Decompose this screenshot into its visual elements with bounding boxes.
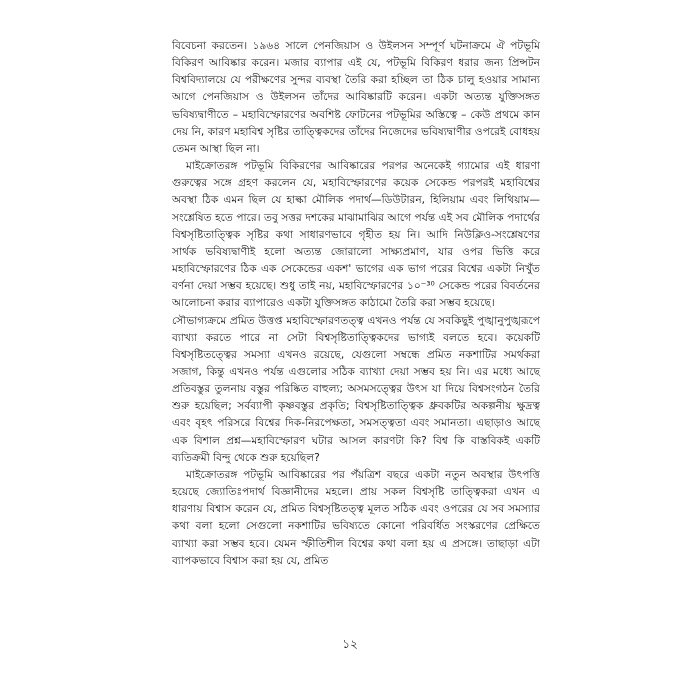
paragraph: বিবেচনা করতেন। ১৯৬৪ সালে পেনজিয়াস ও উইলসন সম্পূর্ণ ঘটনাক্রমে ঐ পটভূমি বিকিরণ আবিষ্কার করেন। মজার ব্যাপার এই যে, পটভূমি বিকিরণ ধরার জন্য প্রিন্সটন বিশ্ববিদ্যালয়ে যে পরীক্ষণের সুন্দর ব্যবস্থা তৈরি করা হচ্ছিল তা ঠিক চালু হওয়ার সামান্য আগে পেনজিয়াস ও উইলসন তাঁদের আবিষ্কারটি করেন। একটা অত্যন্ত যুক্তিসঙ্গত ভবিষ্যদ্বাণীতে – মহাবিস্ফোরণের অবশিষ্ট ফোটনের পটভূমির অস্তিত্বে – কেউ প্রথমে কান দেয় নি, কারণ মহাবিশ্ব সৃষ্টির তাত্ত্বিকদের তাঁদের নিজেদের ভবিষ্যদ্বাণীর ওপরেই বোধহয় তেমন আস্থা ছিল না।: [172, 40, 540, 155]
paragraph: মাইক্রোতরঙ্গ পটভূমি আবিষ্কারের পর পঁয়ত্রিশ বছরে একটা নতুন অবস্থার উৎপত্তি হয়েছে জ্যোতিঃপদার্থ বিজ্ঞানীদের মহলে। প্রায় সকল বিশ্বসৃষ্টি তাত্ত্বিকরা এখন এ ধারণায় বিশ্বাস করেন যে, প্রমিত বিশ্বসৃষ্টিতত্ত্ব মূলত সঠিক এবং ওপরের যে সব সমস্যার কথা বলা হলো সেগুলো নকশাটির ভবিষ্যতে কোনো পরিবর্ধিত সংস্করণের প্রেক্ষিতে ব্যাখ্যা করা সম্ভব হবে। যেমন স্ফীতিশীল বিশ্বের কথা বলা হয় এ প্রসঙ্গে। তাছাড়া এটা ব্যাপকভাবে বিশ্বাস করা হয় যে, প্রমিত: [172, 468, 540, 567]
page-number: ১২: [342, 637, 358, 651]
paragraph: সৌভাগ্যক্রমে প্রমিত উত্তপ্ত মহাবিস্ফোরণতত্ত্ব এখনও পর্যন্ত যে সবকিছুই পুঙ্খানুপুঙ্খরূপে ব্যাখ্যা করতে পারে না সেটা বিশ্বসৃষ্টিতাত্ত্বিকদের ভাগ্যই বলতে হবে। কয়েকটি বিশ্বসৃষ্টিতত্ত্বের সমস্যা এখনও রয়েছে, যেগুলো সম্বন্ধে প্রমিত নকশাটির সমর্থকরা সজাগ, কিন্তু এখনও পর্যন্ত এগুলোর সঠিক ব্যাখ্যা দেয়া সম্ভব হয় নি। এর মধ্যে আছে প্রতিবস্তুর তুলনায় বস্তুর পরিষ্কিত বাহুল্য; অসমসত্ত্বের উৎস যা দিয়ে বিশ্বসংগঠন তৈরি শুরু হয়েছিল; সর্বব্যাপী কৃষ্ণবস্তুর প্রকৃতি; বিশ্বসৃষ্টিতাত্ত্বিক ধ্রুবকটির অকল্পনীয় ক্ষুদ্রত্ব এবং বৃহৎ পরিসরে বিশ্বের দিক-নিরপেক্ষতা, সমসত্ত্বতা এবং সমানতা। এছাড়াও আছে এক বিশাল প্রশ্ন—মহাবিস্ফোরণ ঘটার আসল কারণটা কি? বিশ্ব কি বাস্তবিকই একটি ব্যতিক্রমী বিন্দু থেকে শুরু হয়েছিল?: [172, 314, 540, 464]
paragraph: মাইক্রোতরঙ্গ পটভূমি বিকিরণের আবিষ্কারের পরপর অনেকেই গ্যামোর এই ধারণা গুরুত্বের সঙ্গে গ্রহণ করলেন যে, মহাবিস্ফোরণের কয়েক সেকেন্ড পরপরই মহাবিশ্বের অবস্থা ঠিক এমন ছিল যে হাল্কা মৌলিক পদার্থ—ডিউটারন, হিলিয়াম এবং লিথিয়াম—সংশ্লেষিত হতে পারে। তবু সত্তর দশকের মাঝামাঝির আগে পর্যন্ত এই সব মৌলিক পদার্থের বিশ্বসৃষ্টিতাত্ত্বিক সৃষ্টির কথা সাধারণভাবে গৃহীত হয় নি। আদি নিউক্লিও-সংশ্লেষণের সার্থক ভবিষ্যদ্বাণীই হলো অত্যন্ত জোরালো সাক্ষ্যপ্রমাণ, যার ওপর ভিত্তি করে মহাবিস্ফোরণের ঠিক এক সেকেন্ডের একশ' ভাগের এক ভাগ পরের বিশ্বের একটা নিখুঁত বর্ণনা দেয়া সম্ভব হয়েছে। শুধু তাই নয়, মহাবিস্ফোরণের ১০⁻³⁰ সেকেন্ড পরের বিবর্তনের আলোচনা করার ব্যাপারেও একটা যুক্তিসঙ্গত কাঠামো তৈরি করা সম্ভব হয়েছে।: [172, 160, 540, 310]
body-text: [172, 38, 540, 570]
